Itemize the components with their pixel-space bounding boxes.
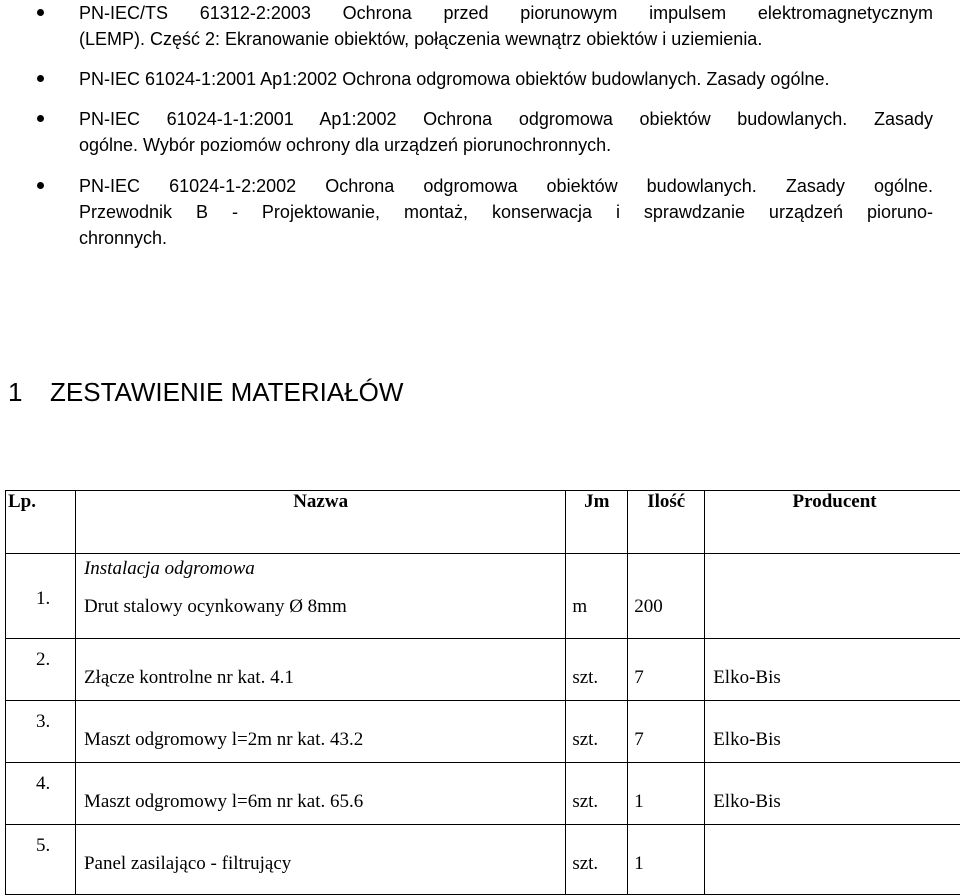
item-producer: Elko-Bis <box>713 791 781 812</box>
bullet-icon <box>37 182 44 189</box>
cell-producer <box>705 554 960 639</box>
bullet-icon <box>37 75 44 82</box>
reference-line: Przewodnik B - Projektowanie, montaż, konserwacja i sprawdzanie urządzeń pioruno- <box>79 202 933 222</box>
cell-unit <box>566 639 628 701</box>
reference-line: PN-IEC 61024-1-1:2001 Ap1:2002 Ochrona odgromowa obiektów budowlanych. Zasady <box>79 109 933 129</box>
reference-line: ogólne. Wybór poziomów ochrony dla urządzeń piorunochronnych. <box>79 135 612 155</box>
cell-lp <box>6 825 76 895</box>
reference-line: chronnych. <box>79 228 168 248</box>
cell-producer <box>705 763 960 825</box>
item-name: Maszt odgromowy l=6m nr kat. 65.6 <box>83 791 364 812</box>
materials-table <box>5 490 960 895</box>
table-header-row <box>6 491 960 554</box>
item-qty: 1 <box>634 853 644 874</box>
reference-line: PN-IEC/TS 61312-2:2003 Ochrona przed piorunowym impulsem elektromagnetycznym <box>79 3 933 23</box>
bullet-icon <box>37 9 44 16</box>
item-unit: szt. <box>572 729 599 750</box>
cell-unit <box>566 701 628 763</box>
row-number: 3. <box>36 711 51 732</box>
item-unit: szt. <box>572 791 599 812</box>
item-name: Drut stalowy ocynkowany Ø 8mm <box>83 596 347 617</box>
table-row <box>6 639 960 701</box>
cell-lp <box>6 701 76 763</box>
item-unit: szt. <box>572 853 599 874</box>
cell-unit <box>566 763 628 825</box>
header-name: Nazwa <box>75 491 565 554</box>
reference-text <box>79 0 933 52</box>
table-row <box>6 554 960 639</box>
bullet-icon <box>37 115 44 122</box>
cell-producer <box>705 639 960 701</box>
reference-line: (LEMP). Część 2: Ekranowanie obiektów, połączenia wewnątrz obiektów i uziemienia. <box>79 29 763 49</box>
row-number: 1. <box>36 588 51 609</box>
item-producer: Elko-Bis <box>713 729 781 750</box>
group-label: Instalacja odgromowa <box>83 558 255 579</box>
header-qty: Ilość <box>628 491 705 554</box>
reference-text <box>79 106 933 158</box>
item-qty: 7 <box>634 729 644 750</box>
row-number: 5. <box>36 835 51 856</box>
table-row <box>6 701 960 763</box>
row-number: 2. <box>36 649 51 670</box>
cell-qty <box>628 825 705 895</box>
section-title: ZESTAWIENIE MATERIAŁÓW <box>50 377 404 407</box>
item-name: Złącze kontrolne nr kat. 4.1 <box>83 667 294 688</box>
item-qty: 7 <box>634 667 644 688</box>
cell-lp <box>6 639 76 701</box>
cell-qty <box>628 639 705 701</box>
cell-unit <box>566 825 628 895</box>
cell-lp <box>6 554 76 639</box>
cell-name <box>75 763 565 825</box>
cell-producer <box>705 701 960 763</box>
header-unit: Jm <box>566 491 628 554</box>
reference-text <box>79 66 933 92</box>
cell-qty <box>628 763 705 825</box>
table-row <box>6 763 960 825</box>
table-row <box>6 825 960 895</box>
cell-unit <box>566 554 628 639</box>
reference-line: PN-IEC 61024-1:2001 Ap1:2002 Ochrona odgromowa obiektów budowlanych. Zasady ogólne. <box>79 69 830 89</box>
cell-lp <box>6 763 76 825</box>
cell-name <box>75 639 565 701</box>
item-qty: 1 <box>634 791 644 812</box>
section-number: 1 <box>8 377 23 407</box>
item-unit: m <box>572 596 588 617</box>
header-lp: Lp. <box>6 491 76 554</box>
reference-text <box>79 173 933 251</box>
item-name: Panel zasilająco - filtrujący <box>83 853 292 874</box>
row-number: 4. <box>36 773 51 794</box>
reference-line: PN-IEC 61024-1-2:2002 Ochrona odgromowa obiektów budowlanych. Zasady ogólne. <box>79 176 933 196</box>
section-heading <box>8 374 403 410</box>
item-name: Maszt odgromowy l=2m nr kat. 43.2 <box>83 729 364 750</box>
header-producer: Producent <box>705 491 960 554</box>
cell-name <box>75 554 565 639</box>
item-qty: 200 <box>634 596 663 617</box>
cell-producer <box>705 825 960 895</box>
cell-name <box>75 825 565 895</box>
cell-qty <box>628 554 705 639</box>
cell-name <box>75 701 565 763</box>
item-unit: szt. <box>572 667 599 688</box>
item-producer: Elko-Bis <box>713 667 781 688</box>
cell-qty <box>628 701 705 763</box>
